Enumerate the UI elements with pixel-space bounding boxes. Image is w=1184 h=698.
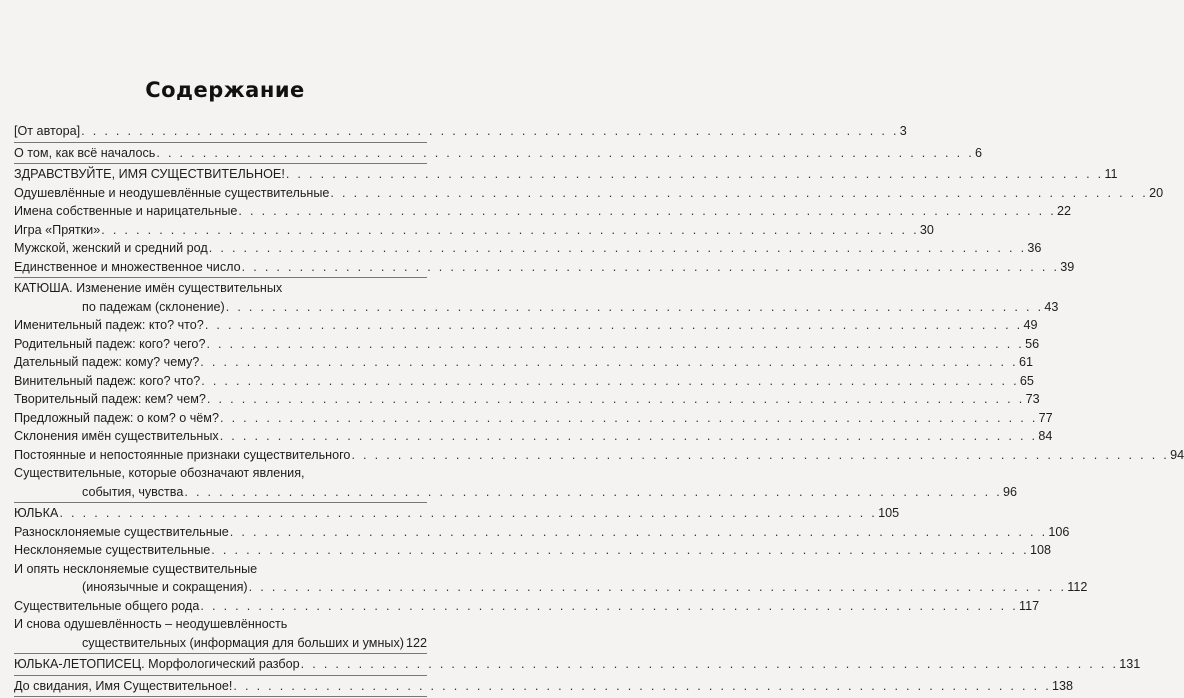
section-divider (14, 502, 427, 503)
toc-entry-line (14, 655, 427, 674)
toc-entry-title: Склонения имён существительных (14, 427, 219, 446)
toc-entry-line (14, 615, 427, 634)
toc-entry-title: Предложный падеж: о ком? о чём? (14, 409, 219, 428)
toc-page-number: 84 (1038, 427, 1052, 446)
toc-entry-line (14, 597, 427, 616)
toc-page-number: 49 (1023, 316, 1037, 335)
toc-entry-line (14, 446, 427, 465)
toc-page-number: 108 (1030, 541, 1051, 560)
toc-entry (14, 677, 427, 696)
section-divider (14, 277, 427, 278)
toc-entry-line (14, 560, 427, 579)
toc-entry-line (14, 165, 427, 184)
toc-page-number: 65 (1020, 372, 1034, 391)
dot-leader: . . . . . . . . . . . . . . . . . . . . . . . . . . . . . . . . . . . . . . . . . . . . . . . . . . . . . . . . . . . . . . . . . . . . . . . (242, 258, 1060, 277)
toc-page-number: 94 (1170, 446, 1184, 465)
toc-page-number: 30 (920, 221, 934, 240)
toc-entry-line (14, 202, 427, 221)
dot-leader: . . . . . . . . . . . . . . . . . . . . . . . . . . . . . . . . . . . . . . . . . . . . . . . . . . . . . . . . . . . . . . . . . . . . . . . (81, 122, 899, 141)
table-of-contents (14, 122, 427, 698)
toc-entry-line (14, 258, 427, 277)
toc-entry-title: Одушевлённые и неодушевлённые существительные (14, 184, 329, 203)
section-divider (14, 163, 427, 164)
toc-entry (14, 615, 427, 652)
toc-entry (14, 504, 427, 523)
toc-entry-line (14, 464, 427, 483)
toc-page-number: 43 (1044, 298, 1058, 317)
toc-entry-title: ЮЛЬКА-ЛЕТОПИСЕЦ. Морфологический разбор (14, 655, 300, 674)
toc-page-number: 117 (1019, 597, 1039, 616)
toc-entry (14, 239, 427, 258)
toc-entry-title: Родительный падеж: кого? чего? (14, 335, 205, 354)
toc-entry-title: До свидания, Имя Существительное! (14, 677, 232, 696)
toc-entry (14, 446, 427, 465)
toc-page-number: 36 (1027, 239, 1041, 258)
toc-entry-title: (иноязычные и сокращения) (82, 578, 248, 597)
toc-page-number: 138 (1052, 677, 1073, 696)
toc-entry-line (14, 677, 427, 696)
toc-entry (14, 122, 427, 141)
toc-entry-line (14, 221, 427, 240)
toc-entry-title: Мужской, женский и средний род (14, 239, 208, 258)
dot-leader: . . . . . . . . . . . . . . . . . . . . . . . . . . . . . . . . . . . . . . . . . . . . . . . . . . . . . . . . . . . . . . . . . . . . . . . (230, 523, 1048, 542)
toc-page-number: 112 (1067, 578, 1087, 597)
dot-leader: . . . . . . . . . . . . . . . . . . . . . . . . . . . . . . . . . . . . . . . . . . . . . . . . . . . . . . . . . . . . . . . . . . . . . . . (233, 677, 1051, 696)
toc-page-number: 96 (1003, 483, 1017, 502)
toc-entry-line (14, 390, 427, 409)
toc-entry-line (14, 427, 427, 446)
dot-leader: . . . . . . . . . . . . . . . . . . . . . . . . . . . . . . . . . . . . . . . . . . . . . . . . . . . . . . . . . . . . . . . . . . . . . . . (101, 221, 919, 240)
toc-entry-title: Несклоняемые существительные (14, 541, 210, 560)
toc-entry (14, 597, 427, 616)
toc-entry-title: КАТЮША. Изменение имён существительных (14, 279, 282, 298)
dot-leader: . . . . . . . . . . . . . . . . . . . . . . . . . . . . . . . . . . . . . . . . . . . . . . . . . . . . . . . . . . . . . . . . . . . . . . . (330, 184, 1148, 203)
toc-entry-title: Винительный падеж: кого? что? (14, 372, 200, 391)
toc-entry (14, 165, 427, 184)
toc-entry-title: Существительные общего рода (14, 597, 199, 616)
toc-entry-title: И снова одушевлённость – неодушевлённость (14, 615, 287, 634)
toc-page-number: 3 (900, 122, 907, 141)
toc-entry-title: Дательный падеж: кому? чему? (14, 353, 199, 372)
toc-page-number: 20 (1149, 184, 1163, 203)
toc-entry-line (14, 409, 427, 428)
toc-entry (14, 523, 427, 542)
dot-leader: . . . . . . . . . . . . . . . . . . . . . . . . . . . . . . . . . . . . . . . . . . . . . . . . . . . . . . . . . . . . . . . . . . . . . . . (220, 427, 1038, 446)
toc-page-number: 106 (1048, 523, 1069, 542)
toc-entry-title: по падежам (склонение) (82, 298, 225, 317)
dot-leader: . . . . . . . . . . . . . . . . . . . . . . . . . . . . . . . . . . . . . . . . . . . . . . . . . . . . . . . . . . . . . . . . . . . . . . . (200, 353, 1018, 372)
toc-page-number: 56 (1025, 335, 1039, 354)
dot-leader: . . . . . . . . . . . . . . . . . . . . . . . . . . . . . . . . . . . . . . . . . . . . . . . . . . . . . . . . . . . . . . . . . . . . . . . (211, 541, 1029, 560)
dot-leader: . . . . . . . . . . . . . . . . . . . . . . . . . . . . . . . . . . . . . . . . . . . . . . . . . . . . . . . . . . . . . . . . . . . . . . . (226, 298, 1044, 317)
toc-entry-title: события, чувства (82, 483, 183, 502)
toc-page-number: 105 (878, 504, 899, 523)
toc-entry-title: [От автора] (14, 122, 80, 141)
toc-entry-line (14, 353, 427, 372)
dot-leader: . . . . . . . . . . . . . . . . . . . . . . . . . . . . . . . . . . . . . . . . . . . . . . . . . . . . . . . . . . . . . . . . . . . . . . . (184, 483, 1002, 502)
toc-entry (14, 279, 427, 316)
toc-entry (14, 541, 427, 560)
toc-entry (14, 390, 427, 409)
toc-page-number: 122 (406, 634, 427, 653)
toc-page-number: 11 (1104, 165, 1117, 184)
toc-page-number: 39 (1060, 258, 1074, 277)
toc-entry (14, 372, 427, 391)
toc-entry-line (14, 316, 427, 335)
toc-page-number: 73 (1026, 390, 1040, 409)
toc-entry-title: ЮЛЬКА (14, 504, 58, 523)
section-divider (14, 696, 427, 697)
toc-entry-line (14, 298, 427, 317)
dot-leader: . . . . . . . . . . . . . . . . . . . . . . . . . . . . . . . . . . . . . . . . . . . . . . . . . . . . . . . . . . . . . . . . . . . . . . . (207, 390, 1025, 409)
toc-entry-title: Постоянные и непостоянные признаки существительного (14, 446, 350, 465)
toc-entry-line (14, 634, 427, 653)
dot-leader: . . . . . . . . . . . . . . . . . . . . . . . . . . . . . . . . . . . . . . . . . . . . . . . . . . . . . . . . . . . . . . . . . . . . . . . (59, 504, 877, 523)
dot-leader: . . . . . . . . . . . . . . . . . . . . . . . . . . . . . . . . . . . . . . . . . . . . . . . . . . . . . . . . . . . . . . . . . . . . . . . (220, 409, 1038, 428)
dot-leader: . . . . . . . . . . . . . . . . . . . . . . . . . . . . . . . . . . . . . . . . . . . . . . . . . . . . . . . . . . . . . . . . . . . . . . . (238, 202, 1056, 221)
toc-entry-title: Игра «Прятки» (14, 221, 100, 240)
toc-entry (14, 353, 427, 372)
toc-entry-title: ЗДРАВСТВУЙТЕ, ИМЯ СУЩЕСТВИТЕЛЬНОЕ! (14, 165, 285, 184)
toc-page-number: 6 (975, 144, 982, 163)
toc-page-number: 22 (1057, 202, 1071, 221)
dot-leader: . . . . . . . . . . . . . . . . . . . . . . . . . . . . . . . . . . . . . . . . . . . . . . . . . . . . . . . . . . . . . . . . . . . . . . . (209, 239, 1027, 258)
toc-entry-line (14, 504, 427, 523)
toc-entry (14, 202, 427, 221)
dot-leader: . . . . . . . . . . . . . . . . . . . . . . . . . . . . . . . . . . . . . . . . . . . . . . . . . . . . . . . . . . . . . . . . . . . . . . . (205, 316, 1023, 335)
toc-entry (14, 409, 427, 428)
toc-entry-line (14, 578, 427, 597)
dot-leader: . . . . . . . . . . . . . . . . . . . . . . . . . . . . . . . . . . . . . . . . . . . . . . . . . . . . . . . . . . . . . . . . . . . . . . . (200, 597, 1018, 616)
dot-leader: . . . . . . . . . . . . . . . . . . . . . . . . . . . . . . . . . . . . . . . . . . . . . . . . . . . . . . . . . . . . . . . . . . . . . . . (351, 446, 1169, 465)
toc-page-number: 77 (1039, 409, 1053, 428)
toc-entry-line (14, 122, 427, 141)
toc-entry (14, 464, 427, 501)
toc-entry-line (14, 279, 427, 298)
toc-entry-title: О том, как всё началось (14, 144, 155, 163)
dot-leader: . . . . . . . . . . . . . . . . . . . . . . . . . . . . . . . . . . . . . . . . . . . . . . . . . . . . . . . . . . . . . . . . . . . . . . . (201, 372, 1019, 391)
dot-leader: . . . . . . . . . . . . . . . . . . . . . . . . . . . . . . . . . . . . . . . . . . . . . . . . . . . . . . . . . . . . . . . . . . . . . . . (301, 655, 1119, 674)
dot-leader: . . . . . . . . . . . . . . . . . . . . . . . . . . . . . . . . . . . . . . . . . . . . . . . . . . . . . . . . . . . . . . . . . . . . . . . (249, 578, 1067, 597)
toc-entry-line (14, 523, 427, 542)
toc-entry (14, 335, 427, 354)
toc-entry (14, 221, 427, 240)
toc-entry-line (14, 144, 427, 163)
toc-entry-title: Именительный падеж: кто? что? (14, 316, 204, 335)
toc-entry (14, 316, 427, 335)
section-divider (14, 653, 427, 654)
dot-leader: . . . . . . . . . . . . . . . . . . . . . . . . . . . . . . . . . . . . . . . . . . . . . . . . . . . . . . . . . . . . . . . . . . . . . . . (206, 335, 1024, 354)
toc-entry-title: Существительные, которые обозначают явления, (14, 464, 305, 483)
page-title: Содержание (0, 78, 450, 102)
toc-entry-line (14, 372, 427, 391)
toc-page-number: 131 (1119, 655, 1140, 674)
toc-entry-line (14, 541, 427, 560)
toc-entry-line (14, 335, 427, 354)
toc-entry (14, 184, 427, 203)
toc-entry-title: Имена собственные и нарицательные (14, 202, 237, 221)
section-divider (14, 675, 427, 676)
toc-entry-title: Единственное и множественное число (14, 258, 241, 277)
toc-entry (14, 560, 427, 597)
toc-entry-title: И опять несклоняемые существительные (14, 560, 257, 579)
toc-entry (14, 144, 427, 163)
toc-entry-line (14, 184, 427, 203)
toc-entry-line (14, 483, 427, 502)
toc-entry-title: Творительный падеж: кем? чем? (14, 390, 206, 409)
dot-leader: . . . . . . . . . . . . . . . . . . . . . . . . . . . . . . . . . . . . . . . . . . . . . . . . . . . . . . . . . . . . . . . . . . . . . . . (156, 144, 974, 163)
toc-entry (14, 655, 427, 674)
toc-entry-title: существительных (информация для больших и умных) (82, 634, 404, 653)
toc-entry (14, 258, 427, 277)
dot-leader: . . . . . . . . . . . . . . . . . . . . . . . . . . . . . . . . . . . . . . . . . . . . . . . . . . . . . . . . . . . . . . . . . . . . . . . (286, 165, 1104, 184)
toc-entry-line (14, 239, 427, 258)
toc-page-number: 61 (1019, 353, 1033, 372)
toc-entry (14, 427, 427, 446)
toc-entry-title: Разносклоняемые существительные (14, 523, 229, 542)
section-divider (14, 142, 427, 143)
